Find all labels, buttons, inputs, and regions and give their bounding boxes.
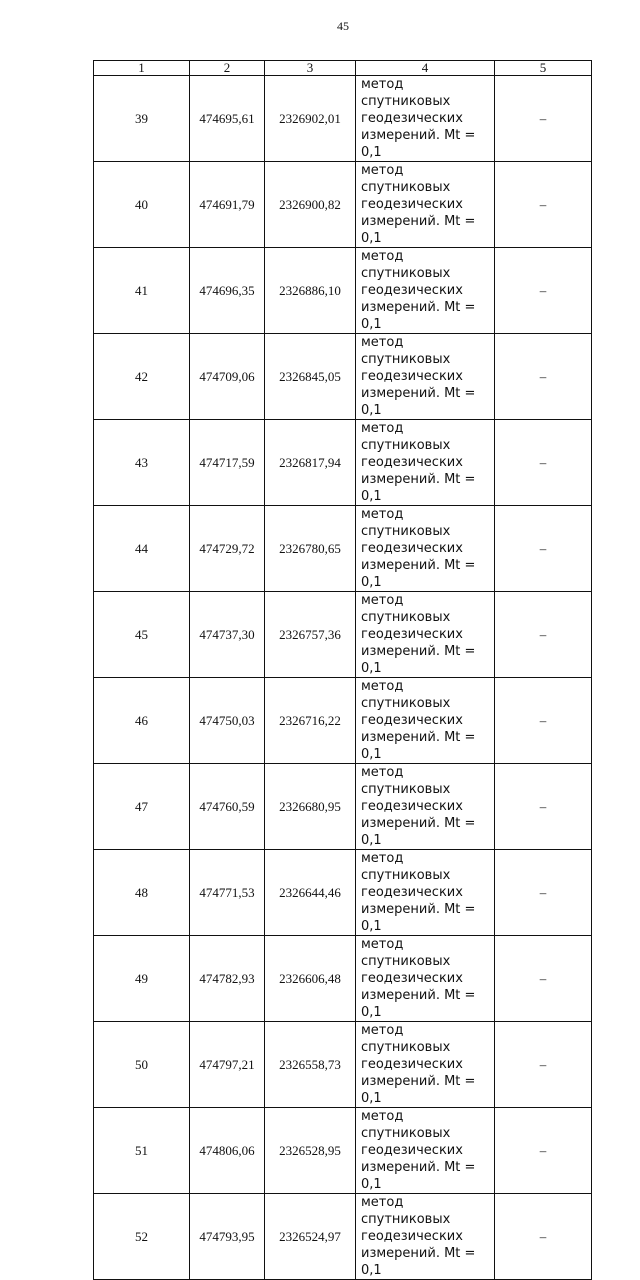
note-cell: – [495, 678, 592, 764]
y-coordinate-cell: 2326900,82 [265, 162, 356, 248]
note-cell: – [495, 420, 592, 506]
column-header: 3 [265, 61, 356, 76]
note-cell: – [495, 1108, 592, 1194]
method-cell: метод спутниковых геодезических измерений. Mt = 0,1 [356, 764, 495, 850]
point-number-cell: 50 [94, 1022, 190, 1108]
x-coordinate-cell: 474782,93 [190, 936, 265, 1022]
note-cell: – [495, 850, 592, 936]
point-number-cell: 40 [94, 162, 190, 248]
table-header-row [94, 61, 592, 76]
y-coordinate-cell: 2326680,95 [265, 764, 356, 850]
column-header: 4 [356, 61, 495, 76]
point-number-cell: 46 [94, 678, 190, 764]
note-cell: – [495, 764, 592, 850]
table-row [94, 592, 592, 678]
y-coordinate-cell: 2326902,01 [265, 76, 356, 162]
table-row [94, 936, 592, 1022]
x-coordinate-cell: 474695,61 [190, 76, 265, 162]
note-cell: – [495, 1194, 592, 1280]
page-number: 45 [337, 19, 349, 33]
x-coordinate-cell: 474691,79 [190, 162, 265, 248]
point-number-cell: 43 [94, 420, 190, 506]
method-cell: метод спутниковых геодезических измерений. Mt = 0,1 [356, 678, 495, 764]
x-coordinate-cell: 474709,06 [190, 334, 265, 420]
table-row [94, 334, 592, 420]
table-row [94, 764, 592, 850]
y-coordinate-cell: 2326558,73 [265, 1022, 356, 1108]
point-number-cell: 47 [94, 764, 190, 850]
method-cell: метод спутниковых геодезических измерений. Mt = 0,1 [356, 334, 495, 420]
method-cell: метод спутниковых геодезических измерений. Mt = 0,1 [356, 76, 495, 162]
y-coordinate-cell: 2326886,10 [265, 248, 356, 334]
note-cell: – [495, 334, 592, 420]
table-row [94, 76, 592, 162]
table-row [94, 678, 592, 764]
table-row [94, 1194, 592, 1280]
x-coordinate-cell: 474717,59 [190, 420, 265, 506]
x-coordinate-cell: 474737,30 [190, 592, 265, 678]
table-row [94, 506, 592, 592]
method-cell: метод спутниковых геодезических измерений. Mt = 0,1 [356, 1108, 495, 1194]
column-header: 2 [190, 61, 265, 76]
y-coordinate-cell: 2326845,05 [265, 334, 356, 420]
table-row [94, 162, 592, 248]
x-coordinate-cell: 474760,59 [190, 764, 265, 850]
table-row [94, 850, 592, 936]
point-number-cell: 39 [94, 76, 190, 162]
x-coordinate-cell: 474750,03 [190, 678, 265, 764]
column-header: 1 [94, 61, 190, 76]
method-cell: метод спутниковых геодезических измерений. Mt = 0,1 [356, 592, 495, 678]
x-coordinate-cell: 474729,72 [190, 506, 265, 592]
method-cell: метод спутниковых геодезических измерений. Mt = 0,1 [356, 506, 495, 592]
method-cell: метод спутниковых геодезических измерений. Mt = 0,1 [356, 420, 495, 506]
method-cell: метод спутниковых геодезических измерений. Mt = 0,1 [356, 936, 495, 1022]
point-number-cell: 44 [94, 506, 190, 592]
table-row [94, 248, 592, 334]
y-coordinate-cell: 2326757,36 [265, 592, 356, 678]
note-cell: – [495, 936, 592, 1022]
point-number-cell: 45 [94, 592, 190, 678]
method-cell: метод спутниковых геодезических измерений. Mt = 0,1 [356, 850, 495, 936]
note-cell: – [495, 592, 592, 678]
coordinates-table [93, 60, 592, 1280]
x-coordinate-cell: 474797,21 [190, 1022, 265, 1108]
y-coordinate-cell: 2326644,46 [265, 850, 356, 936]
y-coordinate-cell: 2326528,95 [265, 1108, 356, 1194]
method-cell: метод спутниковых геодезических измерений. Mt = 0,1 [356, 248, 495, 334]
method-cell: метод спутниковых геодезических измерений. Mt = 0,1 [356, 162, 495, 248]
note-cell: – [495, 162, 592, 248]
x-coordinate-cell: 474696,35 [190, 248, 265, 334]
method-cell: метод спутниковых геодезических измерений. Mt = 0,1 [356, 1194, 495, 1280]
method-cell: метод спутниковых геодезических измерений. Mt = 0,1 [356, 1022, 495, 1108]
table-row [94, 1022, 592, 1108]
point-number-cell: 41 [94, 248, 190, 334]
point-number-cell: 42 [94, 334, 190, 420]
y-coordinate-cell: 2326780,65 [265, 506, 356, 592]
note-cell: – [495, 506, 592, 592]
x-coordinate-cell: 474793,95 [190, 1194, 265, 1280]
point-number-cell: 49 [94, 936, 190, 1022]
note-cell: – [495, 76, 592, 162]
note-cell: – [495, 1022, 592, 1108]
point-number-cell: 51 [94, 1108, 190, 1194]
x-coordinate-cell: 474806,06 [190, 1108, 265, 1194]
point-number-cell: 52 [94, 1194, 190, 1280]
y-coordinate-cell: 2326524,97 [265, 1194, 356, 1280]
y-coordinate-cell: 2326817,94 [265, 420, 356, 506]
y-coordinate-cell: 2326606,48 [265, 936, 356, 1022]
y-coordinate-cell: 2326716,22 [265, 678, 356, 764]
table-row [94, 420, 592, 506]
point-number-cell: 48 [94, 850, 190, 936]
x-coordinate-cell: 474771,53 [190, 850, 265, 936]
column-header: 5 [495, 61, 592, 76]
note-cell: – [495, 248, 592, 334]
table-row [94, 1108, 592, 1194]
